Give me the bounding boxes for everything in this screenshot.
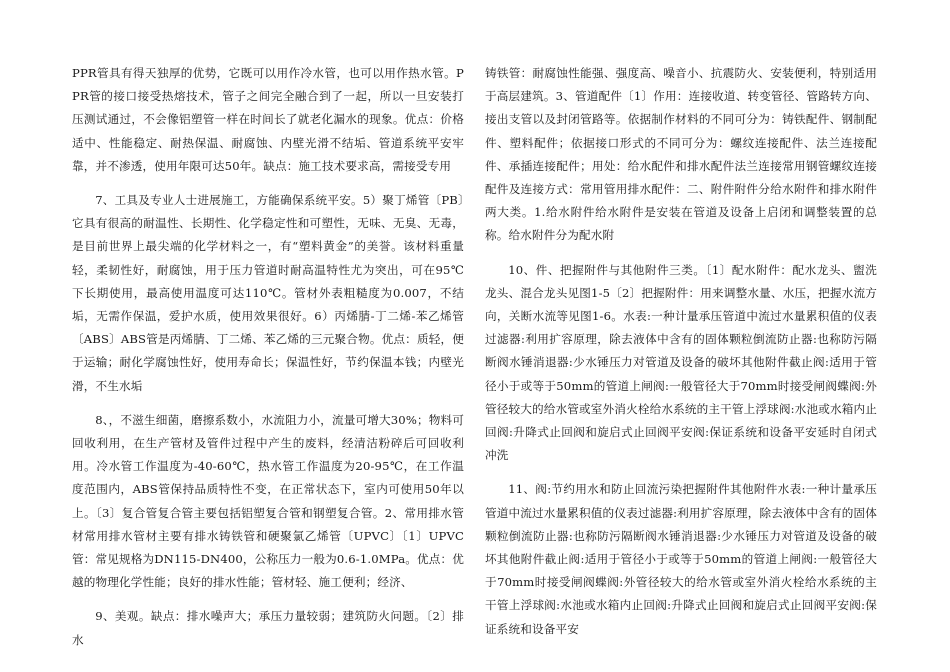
paragraph-10: 10、件、把握附件与其他附件三类。〔1〕配水附件：配水龙头、盥洗龙头、混合龙头见图1-5〔2〕把握附件：用来调整水量、水压，把握水流方向，关断水流等见图1-6。水表:一种计量承压管道中流过水量累积值的仪表过滤器:利用扩容原理，除去液体中含有的固体颗粒倒流防止器:也称防污隔断阀水锤消退器:少水锤压力对管道及设备的破坏其他附件截止阀:适用于管径小于或等于50mm的管道上闸阀:一般管径大于70mm时接受闸阀蝶阀:外管径较大的给水管或室外消火栓给水系统的主干管上浮球阀:水池或水箱内止回阀:升降式止回阀和旋启式止回阀平安阀:保证系统和设备平安延时自闭式冲洗 [485,262,877,463]
paragraph-ppr: PPR管具有得天独厚的优势，它既可以用作冷水管，也可以用作热水管。PPR管的接口接受热熔技术，管子之间完全融合到了一起，所以一旦安装打压测试通过，不会像铝塑管一样在时间长了就老化漏水的现象。优点：价格适中、性能稳定、耐热保温、耐腐蚀、内壁光滑不结垢、管道系统平安牢靠，并不渗透，使用年限可达50年。缺点：施工技术要求高，需接受专用 [72,66,464,173]
paragraph-8: 8、，不滋生细菌，磨擦系数小，水流阻力小，流量可增大30%；物料可回收利用，在生产管材及管件过程中产生的废料，经清洁粉碎后可回收利用。冷水管工作温度为-40-60℃，热水管工作温度为20-95℃，在工作温度范围内，ABS管保持品质特性不变，在正常状态下，室内可使用50年以上。〔3〕复合管复合管主要包括铝塑复合管和钢塑复合管。2、常用排水管材常用排水管材主要有排水铸铁管和硬聚氯乙烯管〔UPVC〕〔1〕UPVC管：常见规格为DN115-DN400，公称压力一般为0.6-1.0MPa。优点：优越的物理化学性能；良好的排水性能；管材轻、施工便利；经济、 [72,412,464,590]
left-column [72,62,464,652]
paragraph-9: 9、美观。缺点：排水噪声大；承压力量较弱；建筑防火问题。〔2〕排水 [72,609,464,647]
paragraph-11: 11、阀:节约用水和防止回流污染把握附件其他附件水表:一种计量承压管道中流过水量累积值的仪表过滤器:利用扩容原理，除去液体中含有的固体颗粒倒流防止器:也称防污隔断阀水锤消退器:少水锤压力对管道及设备的破坏其他附件截止阀:适用于管径小于或等于50mm的管道上闸阀:一般管径大于70mm时接受闸阀蝶阀:外管径较大的给水管或室外消火栓给水系统的主干管上浮球阀:水池或水箱内止回阀:升降式止回阀和旋启式止回阀平安阀:保证系统和设备平安 [485,482,877,636]
right-column [485,62,877,641]
paragraph-7: 7、工具及专业人士进展施工，方能确保系统平安。5）聚丁烯管〔PB〕它具有很高的耐温性、长期性、化学稳定性和可塑性，无味、无臭、无毒，是目前世界上最尖端的化学材料之一，有“塑料黄金”的美誉。该材料重量轻，柔韧性好，耐腐蚀，用于压力管道时耐高温特性尤为突出，可在95℃下长期使用，最高使用温度可达110℃。管材外表粗糙度为0.007，不结垢，无需作保温，爱护水质，使用效果很好。6）丙烯腈-丁二烯-苯乙烯管〔ABS〕ABS管是丙烯腈、丁二烯、苯乙烯的三元聚合物。优点：质轻，便于运输；耐化学腐蚀性好，使用寿命长；保温性好，节约保温本钱；内壁光滑，不生水垢 [72,193,464,393]
paragraph-cast-iron: 铸铁管：耐腐蚀性能强、强度高、噪音小、抗震防火、安装便利，特别适用于高层建筑。3、管道配件〔1〕作用：连接收道、转变管径、管路转方向、接出支管以及封闭管路等。依据制作材料的不同可分为：铸铁配件、钢制配件、塑料配件；依据接口形式的不同可分为：螺纹连接配件、法兰连接配件、承插连接配件；用处：给水配件和排水配件法兰连接常用钢管螺纹连接配件及连接方式：常用管用排水配件：二、附件附件分给水附件和排水附件两大类。1.给水附件给水附件是安装在管道及设备上启闭和调整装置的总称。给水附件分为配水附 [485,66,877,243]
